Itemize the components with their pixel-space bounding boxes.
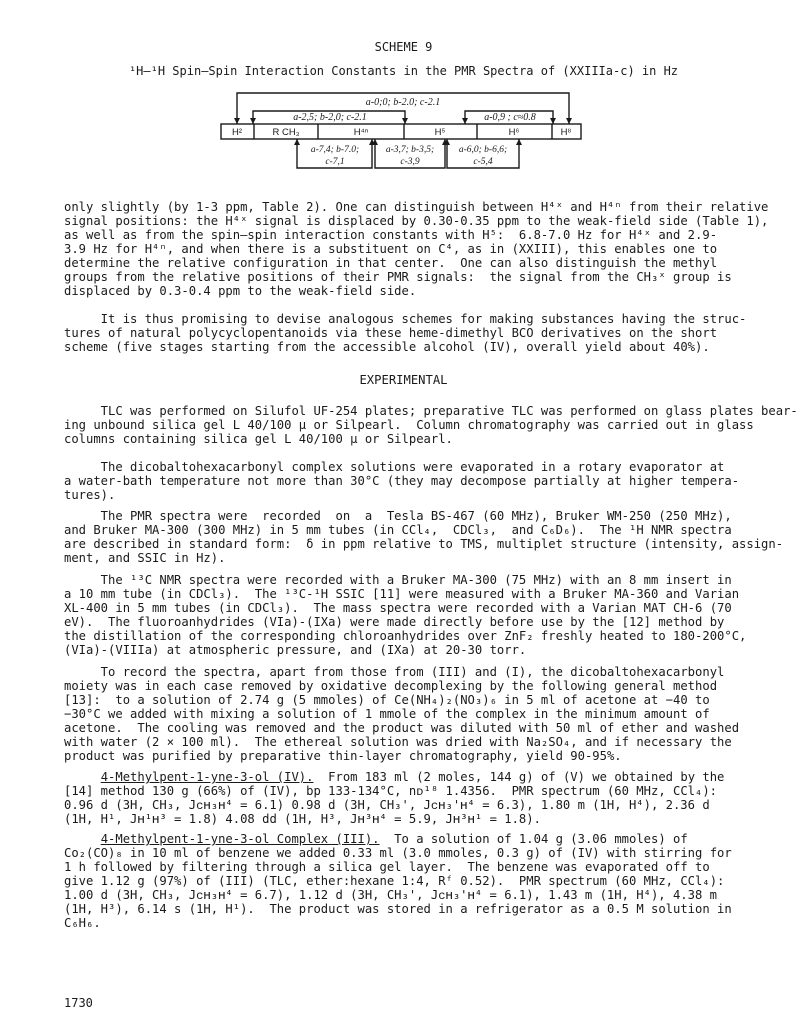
para1-line: as well as from the spin—spin interaction constants with H⁵: 6.8-7.0 Hz for H⁴ˣ and 2.9- [64,228,718,242]
para4-line: tures). [64,488,116,502]
cell-h5: H⁵ [434,127,446,138]
para7-line: moiety was in each case removed by oxidative decomplexing by the following general method [64,679,718,693]
compound-heading-iv: 4-Methylpent-1-yne-3-ol (IV). [100,770,314,784]
label-mid-left: a-2,5; b-2,0; c-2.1 [293,112,367,123]
para6-line: eV). The fluoroanhydrides (VIa)-(IXa) were made directly before use by the [12] method by [64,615,725,629]
cell-r-ch3: R CH₃ [272,127,300,138]
para2-line: scheme (five stages starting from the accessible alcohol (IV), overall yield about 40%). [64,340,710,354]
para7-line: [13]: to a solution of 2.74 g (5 mmoles) of Ce(NH₄)₂(NO₃)₆ in 5 ml of acetone at −40 to [64,693,710,707]
para8-line: 0.96 d (3H, CH₃, Jᴄʜ₃ʜ⁴ = 6.1) 0.98 d (3H, CH₃', Jᴄʜ₃'ʜ⁴ = 6.3), 1.80 m (1H, H⁴), 2.36 d [64,798,710,812]
para1-line: displaced by 0.3-0.4 ppm to the weak-field side. [64,284,417,298]
para6-line: The ¹³C NMR spectra were recorded with a Bruker MA-300 (75 MHz) with an 8 mm insert in [64,573,732,587]
low-label-2b: c-3,9 [400,157,420,167]
scheme-title: SCHEME 9 [374,40,433,54]
cell-h6: H⁶ [508,127,520,138]
page-number: 1730 [64,996,93,1010]
para5-line: The PMR spectra were recorded on a Tesla BS-467 (60 MHz), Bruker WM-250 (250 MHz), [64,509,732,523]
para4-line: The dicobaltohexacarbonyl complex solutions were evaporated in a rotary evaporator at [64,460,725,474]
para8-first-line: 4-Methylpent-1-yne-3-ol (IV). From 183 ml (2 moles, 144 g) of (V) we obtained by the [100,770,725,784]
low-label-1a: a-7,4; b-7.0; [310,145,360,155]
label-top: a-0;0; b-2.0; c-2.1 [365,97,441,108]
para2-line: It is thus promising to devise analogous schemes for making substances having the struc- [64,312,747,326]
para5-line: are described in standard form: δ in ppm relative to TMS, multiplet structure (intensity, assign- [64,537,784,551]
para3-line: TLC was performed on Silufol UF-254 plates; preparative TLC was performed on glass plates bear- [64,404,798,418]
cell-h2: H² [231,127,243,138]
low-label-2a: a-3,7; b-3,5; [385,145,435,155]
experimental-heading: EXPERIMENTAL [359,373,448,387]
para6-line: XL-400 in 5 mm tubes (in CDCl₃). The mass spectra were recorded with a Varian MAT CH-6 (70 [64,601,732,615]
para7-line: product was purified by preparative thin-layer chromatography, yield 90-95%. [64,749,622,763]
para3-line: columns containing silica gel L 40/100 μ or Silpearl. [64,432,453,446]
para9-line: give 1.12 g (97%) of (III) (TLC, ether:hexane 1:4, Rᶠ 0.52). PMR spectrum (60 MHz, CCl₄): [64,874,725,888]
para6-line: the distillation of the corresponding chloroanhydrides over ZnF₂ freshly heated to 180-200°C, [64,629,747,643]
para1-line: only slightly (by 1-3 ppm, Table 2). One can distinguish between H⁴ˣ and H⁴ⁿ from their relative [64,200,769,214]
para1-line: signal positions: the H⁴ˣ signal is displaced by 0.30-0.35 ppm to the weak-field side (Table 1), [64,214,769,228]
para5-line: and Bruker MA-300 (300 MHz) in 5 mm tubes (in CCl₄, CDCl₃, and C₆D₆). The ¹H NMR spectra [64,523,732,537]
para8-line: [14] method 130 g (66%) of (IV), bp 133-134°C, nᴅ¹⁸ 1.4356. PMR spectrum (60 MHz, CCl₄): [64,784,718,798]
label-mid-right: a-0,9 ; c≈0.8 [484,112,536,123]
para7-line: with water (2 × 100 ml). The ethereal solution was dried with Na₂SO₄, and if necessary the [64,735,732,749]
para9-line: Co₂(CO)₈ in 10 ml of benzene we added 0.33 ml (3.0 mmoles, 0.3 g) of (IV) with stirring for [64,846,732,860]
spin-coupling-diagram [0,0,807,180]
cell-h8: H⁸ [560,127,572,138]
para6-line: a 10 mm tube (in CDCl₃). The ¹³C-¹H SSIC [11] were measured with a Bruker MA-360 and Varian [64,587,740,601]
para5-line: ment, and SSIC in Hz). [64,551,226,565]
scheme-caption: ¹H—¹H Spin—Spin Interaction Constants in the PMR Spectra of (XXIIIa-c) in Hz [128,64,679,78]
para8-line: (1H, H¹, Jʜ¹ʜ³ = 1.8) 4.08 dd (1H, H³, Jʜ³ʜ⁴ = 5.9, Jʜ³ʜ¹ = 1.8). [64,812,541,826]
para9-line: 1.00 d (3H, CH₃, Jᴄʜ₃ʜ⁴ = 6.7), 1.12 d (3H, CH₃', Jᴄʜ₃'ʜ⁴ = 6.1), 1.43 m (1H, H⁴), 4.38 m [64,888,717,902]
para2-line: tures of natural polycyclopentanoids via these heme-dimethyl BCO derivatives on the short [64,326,718,340]
compound-heading-iii: 4-Methylpent-1-yne-3-ol Complex (III). [100,832,380,846]
para7-line: acetone. The cooling was removed and the product was diluted with 50 ml of ether and washed [64,721,740,735]
para9-line: 1 h followed by filtering through a silica gel layer. The benzene was evaporated off to [64,860,710,874]
low-label-3b: c-5,4 [473,157,493,167]
para1-line: groups from the relative positions of their PMR signals: the signal from the CH₃ˣ group is [64,270,732,284]
para1-line: determine the relative configuration in that center. One can also distinguish the methyl [64,256,718,270]
para7-line: To record the spectra, apart from those from (III) and (I), the dicobaltohexacarbonyl [64,665,725,679]
para1-line: 3.9 Hz for H⁴ⁿ, and when there is a substituent on C⁴, as in (XXIII), this enables one to [64,242,718,256]
cell-h4n: H⁴ⁿ [353,127,369,138]
para9-line: C₆H₆. [64,916,101,930]
para4-line: a water-bath temperature not more than 30°C (they may decompose partially at higher tempera- [64,474,740,488]
para7-line: −30°C we added with mixing a solution of 1 mmole of the complex in the minimum amount of [64,707,710,721]
para9-first-line: 4-Methylpent-1-yne-3-ol Complex (III). To a solution of 1.04 g (3.06 mmoles) of [100,832,688,846]
para9-line: (1H, H³), 6.14 s (1H, H¹). The product was stored in a refrigerator as a 0.5 M solution in [64,902,732,916]
para3-line: ing unbound silica gel L 40/100 μ or Silpearl. Column chromatography was carried out in glass [64,418,754,432]
low-label-1b: c-7,1 [325,157,345,167]
para6-line: (VIa)-(VIIIa) at atmospheric pressure, and (IXa) at 20-30 torr. [64,643,527,657]
low-label-3a: a-6,0; b-6,6; [458,145,508,155]
